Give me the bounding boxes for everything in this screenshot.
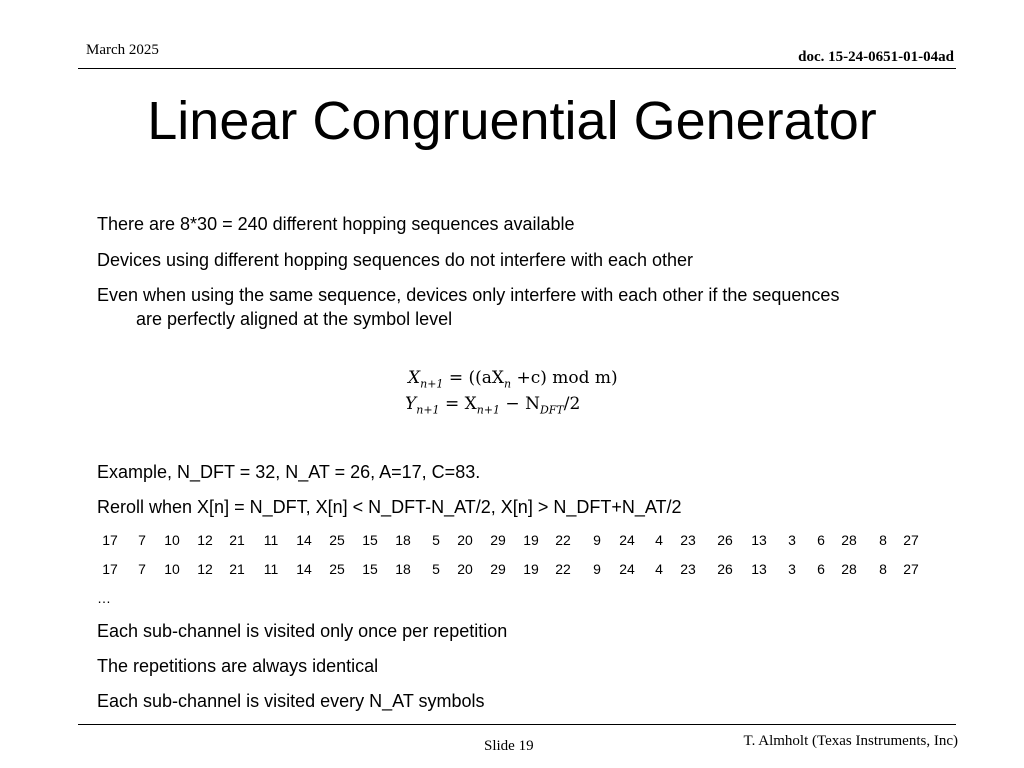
sequence-value: 20 bbox=[457, 532, 473, 548]
footer-divider bbox=[78, 724, 956, 725]
sequence-value: 27 bbox=[903, 532, 919, 548]
sequence-value: 12 bbox=[197, 532, 213, 548]
eq-symbol: +c) mod m) bbox=[511, 368, 618, 388]
sequence-value: 18 bbox=[395, 532, 411, 548]
sequence-value: 4 bbox=[655, 532, 663, 548]
sequence-value: 28 bbox=[841, 561, 857, 577]
eq-symbol: /2 bbox=[563, 394, 581, 414]
sequence-value: 6 bbox=[817, 532, 825, 548]
reroll-rule: Reroll when X[n] = N_DFT, X[n] < N_DFT-N_AT/2, X[n] > N_DFT+N_AT/2 bbox=[97, 497, 682, 517]
eq-subscript: n bbox=[503, 377, 512, 391]
sequence-value: 19 bbox=[523, 561, 539, 577]
eq-symbol: X bbox=[408, 368, 421, 388]
sequence-value: 11 bbox=[263, 561, 279, 577]
sequence-value: 7 bbox=[138, 532, 146, 548]
sequence-value: 8 bbox=[879, 532, 887, 548]
sequence-value: 5 bbox=[432, 532, 440, 548]
sequence-value: 20 bbox=[457, 561, 473, 577]
bullet-text: Each sub-channel is visited only once per repetition bbox=[97, 621, 508, 641]
sequence-value: 14 bbox=[296, 532, 312, 548]
eq-symbol: Y bbox=[405, 394, 417, 414]
footer-author: T. Almholt (Texas Instruments, Inc) bbox=[743, 733, 958, 749]
sequence-value: 26 bbox=[717, 561, 733, 577]
sequence-value: 21 bbox=[229, 561, 245, 577]
sequence-value: 17 bbox=[102, 561, 118, 577]
sequence-value: 17 bbox=[102, 532, 118, 548]
sequence-value: 6 bbox=[817, 561, 825, 577]
header-date: March 2025 bbox=[86, 42, 159, 58]
sequence-value: 28 bbox=[841, 532, 857, 548]
sequence-value: 22 bbox=[555, 532, 571, 548]
sequence-value: 14 bbox=[296, 561, 312, 577]
sequence-value: 10 bbox=[164, 532, 180, 548]
slide-title: Linear Congruential Generator bbox=[147, 91, 877, 151]
sequence-row bbox=[98, 532, 928, 552]
sequence-value: 22 bbox=[555, 561, 571, 577]
sequence-value: 24 bbox=[619, 561, 635, 577]
eq-subscript: DFT bbox=[539, 403, 564, 417]
sequence-value: 23 bbox=[680, 561, 696, 577]
sequence-value: 13 bbox=[751, 532, 767, 548]
sequence-value: 11 bbox=[263, 532, 279, 548]
sequence-value: 4 bbox=[655, 561, 663, 577]
sequence-value: 23 bbox=[680, 532, 696, 548]
sequence-value: 9 bbox=[593, 532, 601, 548]
equation-offset bbox=[405, 392, 580, 422]
sequence-value: 26 bbox=[717, 532, 733, 548]
slide-number: Slide 19 bbox=[484, 738, 534, 754]
bullet-text: There are 8*30 = 240 different hopping sequences available bbox=[97, 214, 575, 234]
sequence-value: 8 bbox=[879, 561, 887, 577]
sequence-value: 7 bbox=[138, 561, 146, 577]
eq-subscript: n+1 bbox=[416, 403, 440, 417]
bullet-text-continuation: are perfectly aligned at the symbol level bbox=[136, 309, 453, 329]
sequence-value: 3 bbox=[788, 561, 796, 577]
sequence-value: 29 bbox=[490, 561, 506, 577]
sequence-value: 12 bbox=[197, 561, 213, 577]
sequence-value: 27 bbox=[903, 561, 919, 577]
sequence-value: 13 bbox=[751, 561, 767, 577]
sequence-value: 25 bbox=[329, 561, 345, 577]
sequence-row bbox=[98, 561, 928, 581]
sequence-value: 15 bbox=[362, 532, 378, 548]
eq-symbol: = ((aX bbox=[443, 368, 504, 388]
sequence-value: 18 bbox=[395, 561, 411, 577]
sequence-value: 29 bbox=[490, 532, 506, 548]
sequence-value: 21 bbox=[229, 532, 245, 548]
bullet-text: Devices using different hopping sequences do not interfere with each other bbox=[97, 250, 694, 270]
sequence-value: 19 bbox=[523, 532, 539, 548]
header-divider bbox=[78, 68, 956, 69]
sequence-value: 15 bbox=[362, 561, 378, 577]
example-params: Example, N_DFT = 32, N_AT = 26, A=17, C=83. bbox=[97, 462, 481, 482]
sequence-value: 5 bbox=[432, 561, 440, 577]
sequence-value: 3 bbox=[788, 532, 796, 548]
eq-symbol: − N bbox=[500, 394, 540, 414]
header-doc-id: doc. 15-24-0651-01-04ad bbox=[798, 49, 954, 65]
eq-symbol: = X bbox=[439, 394, 477, 414]
bullet-text: The repetitions are always identical bbox=[97, 656, 379, 676]
eq-subscript: n+1 bbox=[476, 403, 501, 417]
bullet-text: Each sub-channel is visited every N_AT symbols bbox=[97, 691, 485, 711]
ellipsis: … bbox=[97, 590, 111, 606]
sequence-value: 10 bbox=[164, 561, 180, 577]
sequence-value: 25 bbox=[329, 532, 345, 548]
bullet-text: Even when using the same sequence, devices only interfere with each other if the sequences bbox=[97, 285, 840, 305]
sequence-value: 24 bbox=[619, 532, 635, 548]
sequence-value: 9 bbox=[593, 561, 601, 577]
eq-subscript: n+1 bbox=[420, 377, 444, 391]
